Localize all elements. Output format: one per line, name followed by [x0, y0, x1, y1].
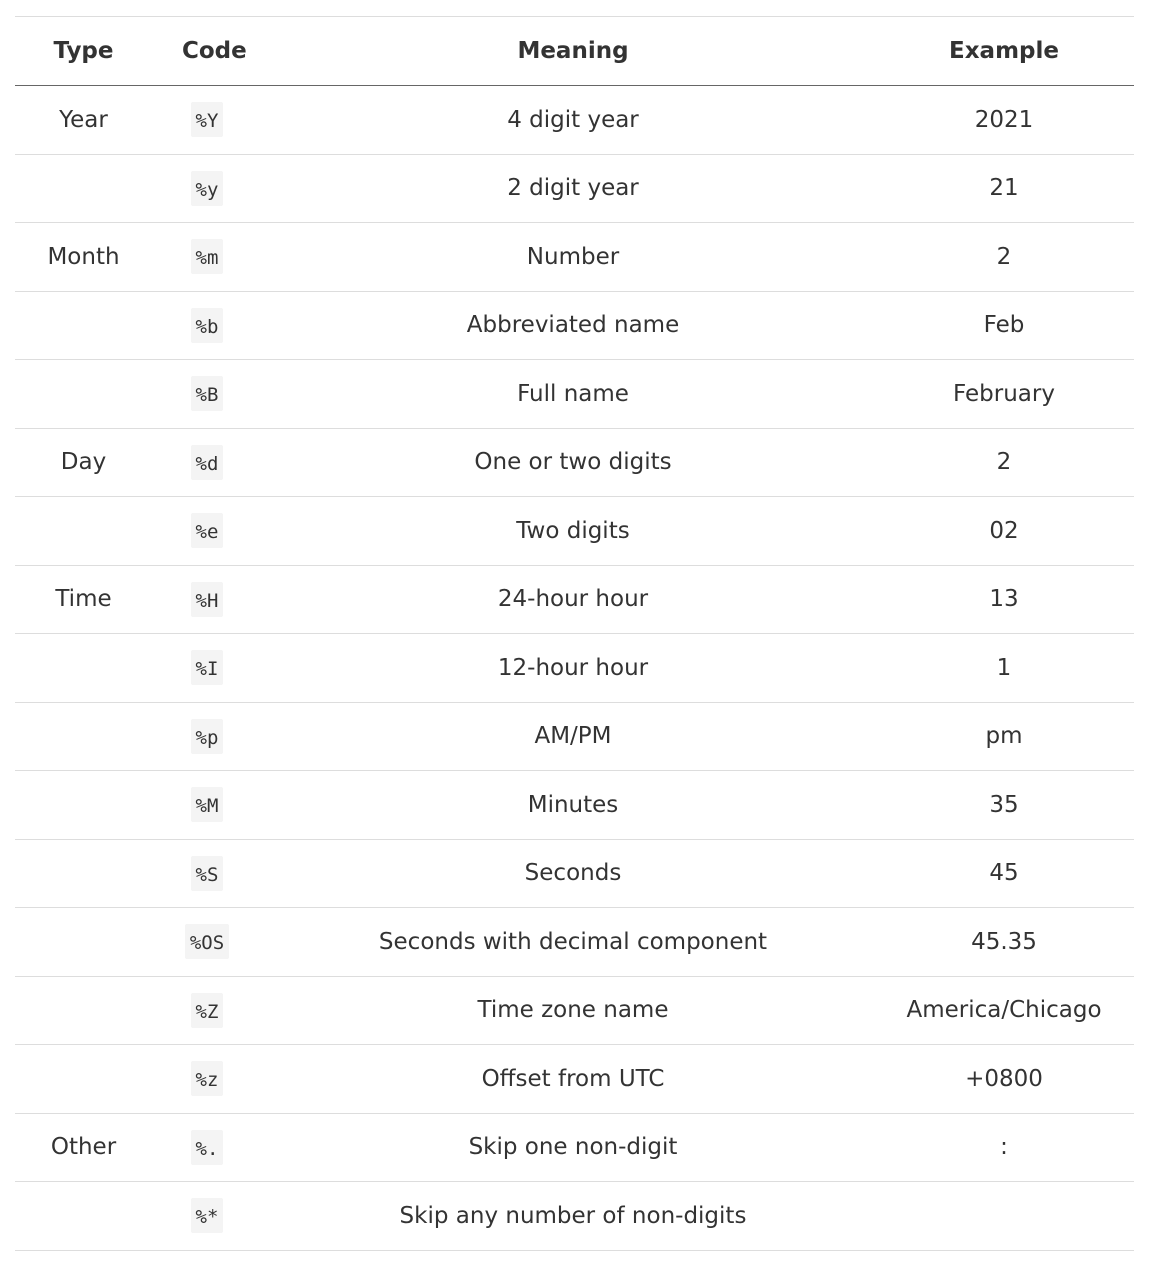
- cell-meaning: 4 digit year: [507, 106, 639, 133]
- cell-code: [152, 428, 272, 497]
- date-format-table-container: [15, 16, 1134, 1251]
- cell-type: Month: [47, 243, 120, 270]
- format-code: %H: [191, 582, 224, 617]
- table-row-15: [15, 1113, 1134, 1182]
- cell-type: [15, 360, 152, 429]
- cell-meaning: Skip one non-digit: [468, 1134, 678, 1161]
- format-code: %*: [191, 1198, 224, 1233]
- header-type: Type: [53, 38, 114, 64]
- header-row: [15, 17, 1134, 86]
- cell-meaning: 24-hour hour: [497, 586, 649, 613]
- cell-code: [152, 565, 272, 634]
- cell-example: 21: [989, 175, 1019, 202]
- cell-example: 02: [989, 517, 1019, 544]
- cell-code: [152, 497, 272, 566]
- cell-type: [15, 497, 152, 566]
- cell-code: [152, 1113, 272, 1182]
- format-code: %z: [191, 1061, 224, 1096]
- header-meaning: Meaning: [517, 38, 629, 64]
- header-code: Code: [182, 38, 247, 64]
- cell-meaning: 12-hour hour: [497, 654, 649, 681]
- cell-example: [874, 1182, 1134, 1251]
- format-code: %b: [191, 308, 224, 343]
- cell-code: [152, 86, 272, 155]
- cell-example: 2021: [974, 106, 1034, 133]
- cell-type: [15, 1045, 152, 1114]
- cell-type: Time: [55, 586, 112, 613]
- cell-example: 45: [989, 860, 1019, 887]
- table-row-11: [15, 839, 1134, 908]
- cell-example: 35: [989, 791, 1019, 818]
- cell-example: America/Chicago: [906, 997, 1102, 1024]
- cell-example: pm: [985, 723, 1023, 750]
- cell-meaning: Abbreviated name: [466, 312, 680, 339]
- table-row-16: [15, 1182, 1134, 1251]
- table-row-3: [15, 291, 1134, 360]
- table-row-5: [15, 428, 1134, 497]
- cell-example: 13: [989, 586, 1019, 613]
- cell-example: :: [1000, 1134, 1008, 1161]
- cell-meaning: Minutes: [527, 791, 619, 818]
- date-format-table: [15, 16, 1134, 1251]
- cell-meaning: Seconds: [524, 860, 622, 887]
- format-code: %M: [191, 787, 224, 822]
- format-code: %I: [191, 650, 224, 685]
- table-row-1: [15, 154, 1134, 223]
- table-row-6: [15, 497, 1134, 566]
- cell-code: [152, 702, 272, 771]
- cell-type: [15, 154, 152, 223]
- cell-code: [152, 839, 272, 908]
- cell-type: [15, 839, 152, 908]
- cell-meaning: Number: [526, 243, 620, 270]
- table-row-9: [15, 702, 1134, 771]
- cell-meaning: AM/PM: [534, 723, 612, 750]
- table-row-10: [15, 771, 1134, 840]
- cell-code: [152, 291, 272, 360]
- format-code: %B: [191, 376, 224, 411]
- format-code: %m: [191, 239, 224, 274]
- cell-type: [15, 291, 152, 360]
- cell-code: [152, 1182, 272, 1251]
- format-code: %p: [191, 719, 224, 754]
- cell-meaning: Full name: [517, 380, 629, 407]
- format-code: %OS: [185, 924, 229, 959]
- table-row-0: [15, 86, 1134, 155]
- cell-example: 2: [996, 243, 1012, 270]
- cell-code: [152, 360, 272, 429]
- cell-example: +0800: [965, 1065, 1043, 1092]
- table-body: [15, 86, 1134, 1251]
- format-code: %y: [191, 171, 224, 206]
- cell-type: [15, 702, 152, 771]
- cell-code: [152, 1045, 272, 1114]
- cell-meaning: Time zone name: [477, 997, 669, 1024]
- format-code: %e: [191, 513, 224, 548]
- cell-code: [152, 634, 272, 703]
- cell-code: [152, 154, 272, 223]
- format-code: %S: [191, 856, 224, 891]
- cell-code: [152, 223, 272, 292]
- cell-type: [15, 771, 152, 840]
- cell-type: Other: [50, 1134, 117, 1161]
- cell-type: [15, 634, 152, 703]
- cell-example: February: [953, 380, 1055, 407]
- cell-example: Feb: [983, 312, 1025, 339]
- table-row-13: [15, 976, 1134, 1045]
- table-row-4: [15, 360, 1134, 429]
- cell-meaning: Seconds with decimal component: [378, 928, 768, 955]
- cell-code: [152, 976, 272, 1045]
- cell-example: 45.35: [971, 928, 1037, 955]
- cell-type: [15, 976, 152, 1045]
- table-row-7: [15, 565, 1134, 634]
- cell-type: [15, 908, 152, 977]
- cell-meaning: Two digits: [516, 517, 630, 544]
- format-code: %Z: [191, 993, 224, 1028]
- table-row-8: [15, 634, 1134, 703]
- format-code: %d: [191, 445, 224, 480]
- table-row-12: [15, 908, 1134, 977]
- format-code: %.: [191, 1130, 224, 1165]
- cell-meaning: 2 digit year: [507, 175, 639, 202]
- cell-type: Year: [59, 106, 108, 133]
- cell-code: [152, 908, 272, 977]
- cell-type: Day: [60, 449, 107, 476]
- cell-code: [152, 771, 272, 840]
- cell-example: 1: [996, 654, 1012, 681]
- cell-type: [15, 1182, 152, 1251]
- cell-meaning: Offset from UTC: [481, 1065, 665, 1092]
- table-header: [15, 17, 1134, 86]
- cell-meaning: Skip any number of non-digits: [399, 1202, 747, 1229]
- table-row-14: [15, 1045, 1134, 1114]
- cell-example: 2: [996, 449, 1012, 476]
- cell-meaning: One or two digits: [474, 449, 672, 476]
- table-row-2: [15, 223, 1134, 292]
- header-example: Example: [949, 38, 1059, 64]
- format-code: %Y: [191, 102, 224, 137]
